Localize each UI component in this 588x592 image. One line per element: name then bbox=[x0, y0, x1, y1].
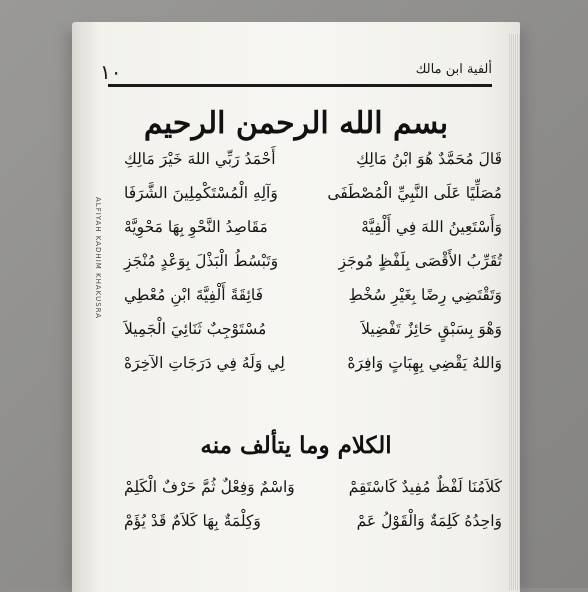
verse-first-half: مُصَلِّيًا عَلَى النَّبِيِّ الْمُصْطَفَى bbox=[327, 184, 502, 202]
verse-line bbox=[124, 150, 502, 184]
verse-line bbox=[124, 478, 502, 512]
verse-second-half: مُسْتَوْجِبٌ ثَنَائِيَ الْجَمِيلاَ bbox=[124, 320, 267, 338]
verse-second-half: لِي وَلَهُ فِي دَرَجَاتِ الآخِرَهْ bbox=[124, 354, 285, 372]
verse-line bbox=[124, 354, 502, 388]
verse-line bbox=[124, 320, 502, 354]
chapter-verses bbox=[124, 478, 502, 546]
verse-first-half: قَالَ مُحَمَّدٌ هُوَ ابْنُ مَالِكِ bbox=[356, 150, 502, 168]
page-number: ١٠ bbox=[100, 60, 122, 84]
side-label: ALFIYAH KADHIM KHAKUSRA bbox=[94, 197, 102, 320]
verse-second-half: وَاسْمٌ وَفِعْلٌ ثُمَّ حَرْفٌ الْكَلِمْ bbox=[124, 478, 295, 496]
verse-line bbox=[124, 184, 502, 218]
verse-line bbox=[124, 218, 502, 252]
verse-second-half: وَتَبْسُطُ الْبَذْلَ بِوَعْدٍ مُنْجَزِ bbox=[124, 252, 279, 270]
verse-first-half: وَاحِدُهُ كَلِمَةٌ وَالْقَوْلُ عَمْ bbox=[356, 512, 502, 530]
verse-line bbox=[124, 512, 502, 546]
verse-first-half: وَهْوَ بِسَبْقٍ حَائِزٌ تَفْضِيلاَ bbox=[361, 320, 502, 338]
verse-first-half: وَأَسْتَعِينُ اللهَ فِي أَلْفِيَّهْ bbox=[361, 218, 502, 236]
chapter-title: الكلام وما يتألف منه bbox=[200, 432, 392, 459]
verse-line bbox=[124, 286, 502, 320]
verse-first-half: وَتَقْتَضِي رِضًا بِغَيْرِ سُخْطِ bbox=[348, 286, 502, 304]
verse-second-half: وَكِلْمَةٌ بِهَا كَلاَمٌ قَدْ يُؤَمْ bbox=[124, 512, 261, 530]
intro-verses bbox=[124, 150, 502, 388]
verse-first-half: تُقَرِّبُ الأَقْصَى بِلَفْظٍ مُوجَزِ bbox=[338, 252, 502, 270]
basmala-heading: بسم الله الرحمن الرحيم bbox=[143, 106, 449, 141]
verse-second-half: فَائِقَةً أَلْفِيَّةَ ابْنِ مُعْطِي bbox=[124, 286, 264, 304]
verse-first-half: وَاللهُ يَقْضِي بِهِبَاتٍ وَافِرَهْ bbox=[347, 354, 502, 372]
verse-first-half: كَلاَمُنَا لَفْظٌ مُفِيدٌ كَاسْتَقِمْ bbox=[348, 478, 502, 496]
running-title: ألفية ابن مالك bbox=[415, 62, 492, 77]
header-rule bbox=[108, 84, 492, 87]
verse-line bbox=[124, 252, 502, 286]
book-page bbox=[72, 22, 520, 592]
page-stack-edge bbox=[508, 34, 520, 590]
verse-second-half: وَآلِهِ الْمُسْتَكْمِلِينَ الشَّرَفَا bbox=[124, 184, 278, 202]
verse-second-half: أَحْمَدُ رَبِّي اللهَ خَيْرَ مَالِكِ bbox=[124, 150, 276, 168]
verse-second-half: مَقَاصِدُ النَّحْوِ بِهَا مَحْوِيَّهْ bbox=[124, 218, 268, 236]
